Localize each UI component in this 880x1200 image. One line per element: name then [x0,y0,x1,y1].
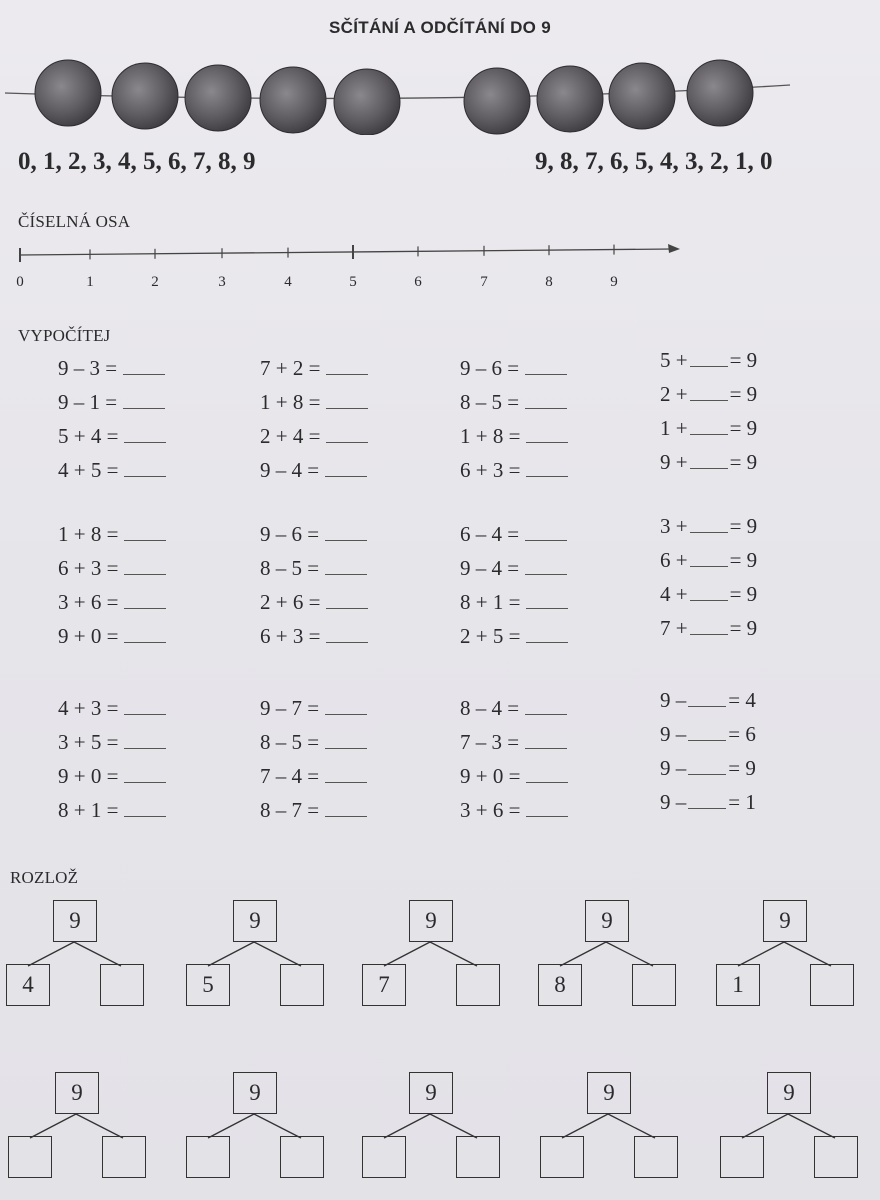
exercise-expression: 8 + 1 = [58,798,119,822]
answer-blank[interactable] [124,526,166,541]
exercise-expression: 6 + 3 = [460,458,521,482]
missing-addend-exercise [660,450,757,475]
answer-blank[interactable] [526,628,568,643]
tree-branch [254,942,301,966]
answer-blank[interactable] [325,700,367,715]
answer-blank[interactable] [326,394,368,409]
exercise-expression: 9 – [660,790,687,814]
exercise-expression: 8 – 4 = [460,696,520,720]
answer-blank[interactable] [690,454,728,469]
exercise-result: = 9 [729,548,758,572]
exercise-expression: 6 + 3 = [58,556,119,580]
answer-blank[interactable] [124,560,166,575]
answer-blank[interactable] [526,768,568,783]
exercise-expression: 9 + 0 = [460,764,521,788]
tree-left-box: 8 [538,964,582,1006]
tree-top-box: 9 [409,900,453,942]
sequence-descending: 9, 8, 7, 6, 5, 4, 3, 2, 1, 0 [535,148,773,175]
bead [687,60,753,126]
exercise-expression: 4 + 3 = [58,696,119,720]
decompose-tree [538,898,688,1008]
exercise [58,798,166,823]
exercise-expression: 9 – 4 = [460,556,520,580]
exercise-expression: 8 – 5 = [260,730,320,754]
answer-blank[interactable] [325,462,367,477]
answer-blank[interactable] [124,768,166,783]
missing-addend-exercise [660,382,757,407]
exercise [260,764,367,789]
tree-top-box: 9 [767,1072,811,1114]
exercise [58,356,165,381]
exercise [260,624,368,649]
answer-blank[interactable] [325,560,367,575]
answer-blank[interactable] [690,620,728,635]
missing-addend-exercise [660,722,756,747]
missing-addend-exercise [660,790,756,815]
exercise-expression: 9 – [660,722,687,746]
exercise [58,590,166,615]
exercise-expression: 3 + 6 = [58,590,119,614]
bead [609,63,675,129]
tree-branch [384,1114,430,1138]
exercise [460,390,567,415]
missing-addend-exercise [660,348,757,373]
exercise-result: = 9 [728,756,756,780]
answer-blank[interactable] [526,802,568,817]
worksheet-title: SČÍTÁNÍ A ODČÍTÁNÍ DO 9 [329,18,551,37]
answer-blank[interactable] [525,394,567,409]
tree-right-box[interactable] [814,1136,858,1178]
exercise-expression: 4 + [660,582,688,606]
exercise-expression: 9 – 1 = [58,390,118,414]
missing-addend-exercise [660,514,757,539]
tree-right-box[interactable] [810,964,854,1006]
answer-blank[interactable] [688,726,726,741]
tree-left-box: 7 [362,964,406,1006]
exercise [58,522,166,547]
tree-left-box[interactable] [540,1136,584,1178]
exercise [58,424,166,449]
decompose-tree [186,1070,336,1180]
bead [537,66,603,132]
exercise [460,798,568,823]
decompose-tree [362,898,512,1008]
answer-blank[interactable] [123,360,165,375]
exercise-expression: 9 – 7 = [260,696,320,720]
tree-right-box[interactable] [102,1136,146,1178]
tree-right-box[interactable] [456,1136,500,1178]
answer-blank[interactable] [690,420,728,435]
exercise-expression: 9 – 6 = [260,522,320,546]
missing-addend-exercise [660,756,756,781]
decompose-tree [540,1070,690,1180]
bead [35,60,101,126]
number-line-tick-label: 8 [545,274,553,290]
bead [260,67,326,133]
exercise-expression: 2 + 4 = [260,424,321,448]
exercise-result: = 4 [728,688,756,712]
exercise-result: = 9 [729,348,758,372]
exercise-expression: 4 + 5 = [58,458,119,482]
answer-blank[interactable] [525,360,567,375]
number-line-tick-label: 6 [414,274,422,290]
decompose-tree [720,1070,870,1180]
exercise-expression: 6 + 3 = [260,624,321,648]
answer-blank[interactable] [525,700,567,715]
tree-left-box[interactable] [8,1136,52,1178]
tree-branch [74,942,121,966]
answer-blank[interactable] [690,352,728,367]
exercise [460,590,568,615]
exercise [260,798,367,823]
missing-addend-exercise [660,616,757,641]
exercise [460,356,567,381]
tree-branch [608,1114,655,1138]
exercise [58,624,166,649]
decompose-tree [6,898,156,1008]
exercise-result: = 9 [729,450,758,474]
number-line-tick-label: 9 [610,274,618,290]
tree-left-box[interactable] [720,1136,764,1178]
tree-branch [208,1114,254,1138]
tree-right-box[interactable] [100,964,144,1006]
exercise-expression: 3 + [660,514,688,538]
exercise-result: = 9 [729,514,758,538]
exercise-expression: 9 – 3 = [58,356,118,380]
bead [334,69,400,135]
exercise-expression: 1 + 8 = [58,522,119,546]
missing-addend-exercise [660,688,756,713]
tree-branch [562,1114,608,1138]
decompose-tree [8,1070,158,1180]
tree-left-box[interactable] [362,1136,406,1178]
tree-top-box: 9 [53,900,97,942]
exercise [58,764,166,789]
number-line-tick-label: 2 [151,274,159,290]
decompose-tree [362,1070,512,1180]
answer-blank[interactable] [688,794,726,809]
tree-left-box[interactable] [186,1136,230,1178]
exercise-result: = 9 [729,416,758,440]
answer-blank[interactable] [688,692,726,707]
exercise [58,696,166,721]
exercise-result: = 6 [728,722,756,746]
tree-branch [28,942,74,966]
exercise-expression: 3 + 5 = [58,730,119,754]
answer-blank[interactable] [525,560,567,575]
number-line-axis [20,249,672,255]
answer-blank[interactable] [124,628,166,643]
tree-right-box[interactable] [280,964,324,1006]
exercise [460,696,567,721]
number-line-tick-label: 7 [480,274,488,290]
tree-branch [784,942,831,966]
exercise-expression: 9 + 0 = [58,624,119,648]
exercise-expression: 1 + [660,416,688,440]
exercise [58,390,165,415]
tree-top-box: 9 [585,900,629,942]
missing-addend-exercise [660,582,757,607]
answer-blank[interactable] [123,394,165,409]
exercise-expression: 1 + 8 = [260,390,321,414]
exercise [460,556,567,581]
exercise-expression: 9 – 6 = [460,356,520,380]
exercise [260,556,367,581]
number-line-tick-label: 5 [349,274,357,290]
exercise [58,556,166,581]
bead-string-illustration [0,55,880,135]
exercise [58,730,166,755]
exercise [260,424,368,449]
answer-blank[interactable] [124,462,166,477]
tree-branch [430,1114,477,1138]
exercise-expression: 8 + 1 = [460,590,521,614]
answer-blank[interactable] [690,586,728,601]
tree-top-box: 9 [233,1072,277,1114]
number-line-arrow [668,244,680,253]
answer-blank[interactable] [326,628,368,643]
exercise-expression: 6 – 4 = [460,522,520,546]
exercise [260,390,368,415]
tree-branch [384,942,430,966]
answer-blank[interactable] [325,768,367,783]
tree-branch [76,1114,123,1138]
tree-branch [254,1114,301,1138]
exercise-result: = 9 [729,582,758,606]
exercise-expression: 2 + 6 = [260,590,321,614]
tree-top-box: 9 [55,1072,99,1114]
number-line [0,240,880,300]
tree-top-box: 9 [763,900,807,942]
answer-blank[interactable] [326,594,368,609]
answer-blank[interactable] [690,518,728,533]
number-line-label: ČÍSELNÁ OSA [18,212,131,231]
exercise-expression: 3 + 6 = [460,798,521,822]
answer-blank[interactable] [690,552,728,567]
answer-blank[interactable] [688,760,726,775]
answer-blank[interactable] [325,734,367,749]
exercise [460,458,568,483]
answer-blank[interactable] [124,428,166,443]
tree-right-box[interactable] [456,964,500,1006]
answer-blank[interactable] [326,428,368,443]
exercise-expression: 2 + 5 = [460,624,521,648]
number-line-tick-label: 1 [86,274,94,290]
answer-blank[interactable] [525,734,567,749]
missing-addend-exercise [660,416,757,441]
exercise [58,458,166,483]
answer-blank[interactable] [124,594,166,609]
exercise-expression: 7 + 2 = [260,356,321,380]
exercise-expression: 8 – 7 = [260,798,320,822]
exercise [460,522,567,547]
tree-right-box[interactable] [632,964,676,1006]
tree-left-box: 1 [716,964,760,1006]
tree-top-box: 9 [233,900,277,942]
exercise-expression: 7 + [660,616,688,640]
decompose-label: ROZLOŽ [10,868,79,887]
exercise [260,730,367,755]
decompose-tree [186,898,336,1008]
exercise [260,458,367,483]
tree-branch [560,942,606,966]
answer-blank[interactable] [526,462,568,477]
number-line-tick-label: 3 [218,274,226,290]
exercise [460,730,567,755]
tree-branch [606,942,653,966]
exercise-expression: 9 – 4 = [260,458,320,482]
exercise-expression: 9 + [660,450,688,474]
exercise-result: = 1 [728,790,756,814]
exercise [260,522,367,547]
exercise [460,424,568,449]
tree-top-box: 9 [409,1072,453,1114]
sequence-ascending: 0, 1, 2, 3, 4, 5, 6, 7, 8, 9 [18,148,256,175]
tree-left-box: 5 [186,964,230,1006]
exercise-expression: 7 – 3 = [460,730,520,754]
answer-blank[interactable] [325,526,367,541]
exercise-expression: 5 + [660,348,688,372]
exercise-expression: 9 – [660,688,687,712]
tree-branch [742,1114,788,1138]
answer-blank[interactable] [690,386,728,401]
bead [185,65,251,131]
answer-blank[interactable] [526,428,568,443]
answer-blank[interactable] [124,802,166,817]
tree-right-box[interactable] [634,1136,678,1178]
exercise-expression: 6 + [660,548,688,572]
tree-right-box[interactable] [280,1136,324,1178]
exercise-result: = 9 [729,382,758,406]
answer-blank[interactable] [325,802,367,817]
decompose-tree [716,898,866,1008]
tree-branch [430,942,477,966]
exercise [260,696,367,721]
exercise-expression: 2 + [660,382,688,406]
exercise-expression: 7 – 4 = [260,764,320,788]
answer-blank[interactable] [124,700,166,715]
answer-blank[interactable] [124,734,166,749]
exercise-expression: 8 – 5 = [260,556,320,580]
tree-branch [738,942,784,966]
compute-label: VYPOČÍTEJ [18,326,111,345]
exercise-expression: 9 + 0 = [58,764,119,788]
exercise-expression: 5 + 4 = [58,424,119,448]
tree-branch [788,1114,835,1138]
exercise [460,624,568,649]
tree-top-box: 9 [587,1072,631,1114]
exercise [260,356,368,381]
bead [464,68,530,134]
number-line-tick-label: 0 [16,274,24,290]
answer-blank[interactable] [326,360,368,375]
answer-blank[interactable] [525,526,567,541]
exercise-expression: 8 – 5 = [460,390,520,414]
tree-branch [30,1114,76,1138]
tree-branch [208,942,254,966]
number-line-tick-label: 4 [284,274,292,290]
answer-blank[interactable] [526,594,568,609]
exercise-result: = 9 [729,616,758,640]
tree-left-box: 4 [6,964,50,1006]
exercise [260,590,368,615]
exercise-expression: 9 – [660,756,687,780]
bead [112,63,178,129]
exercise [460,764,568,789]
missing-addend-exercise [660,548,757,573]
exercise-expression: 1 + 8 = [460,424,521,448]
